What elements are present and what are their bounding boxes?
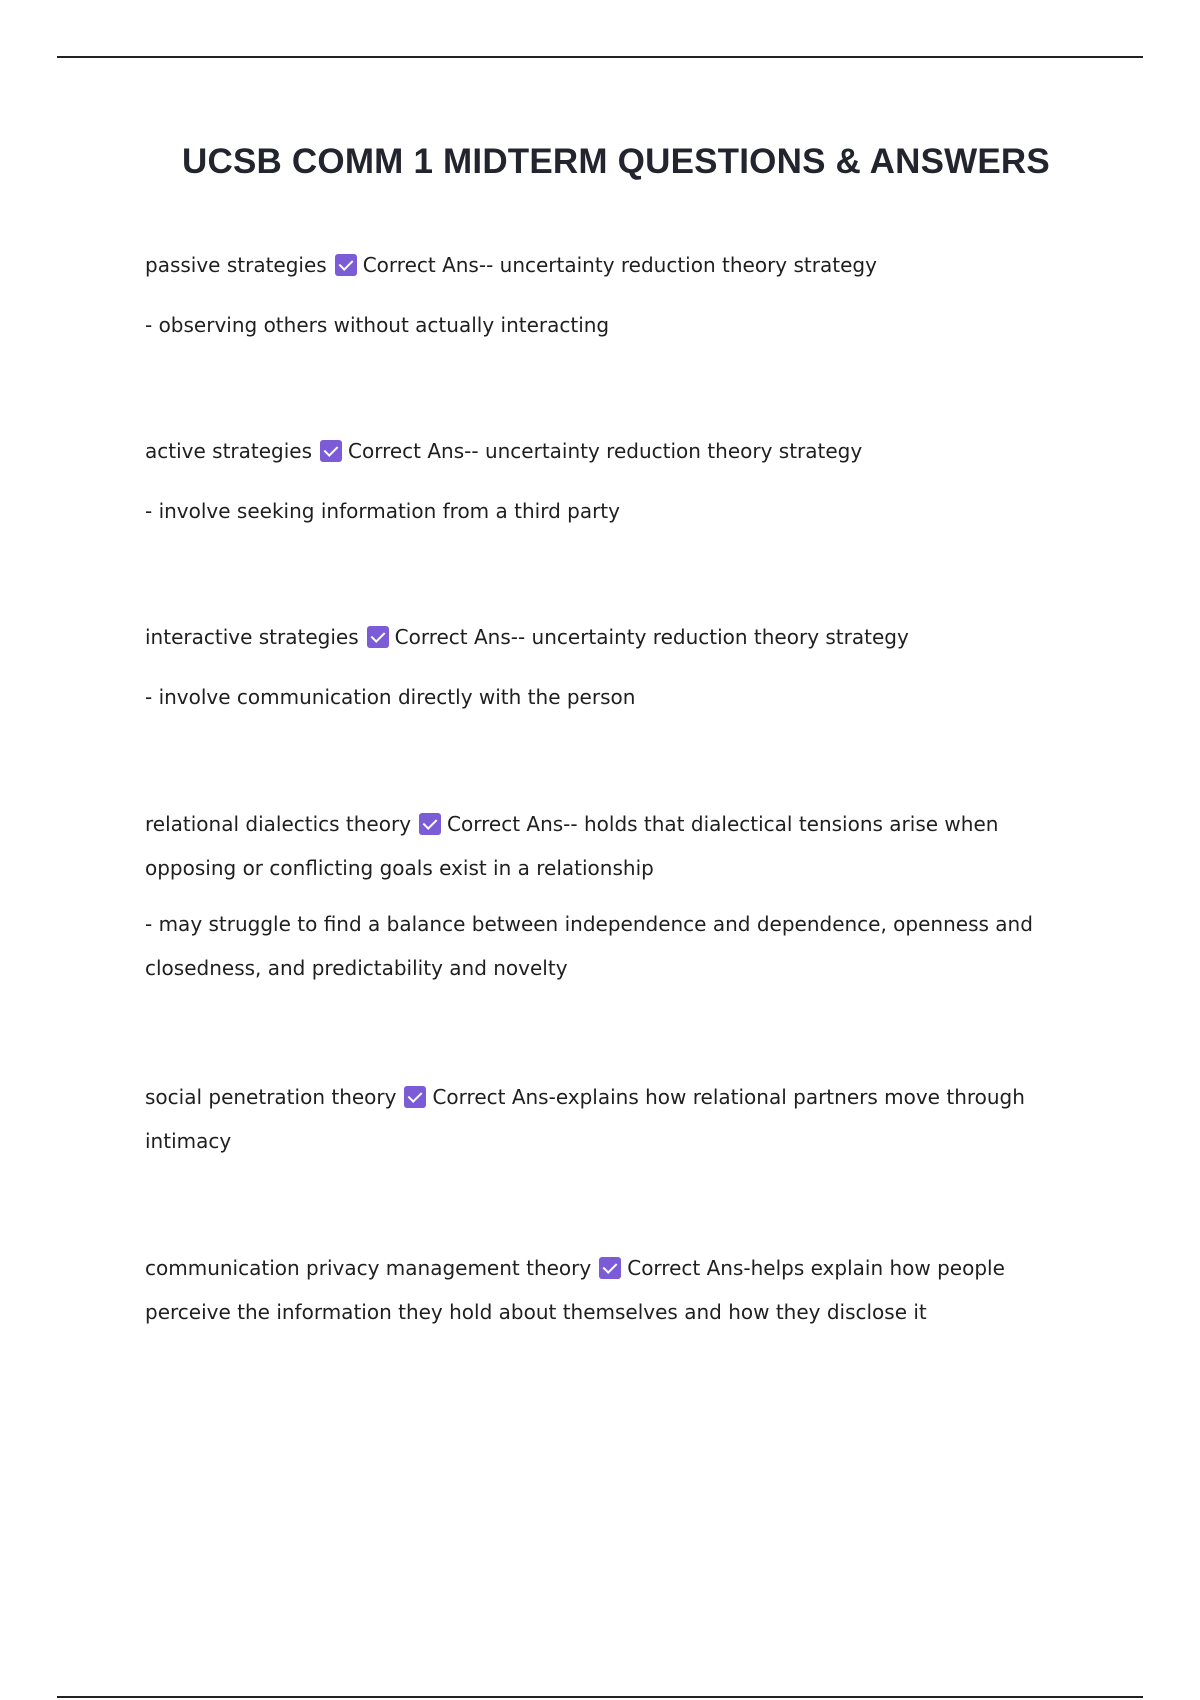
qa-term: passive strategies (145, 253, 327, 277)
header-rule (57, 56, 1143, 58)
qa-detail: - involve seeking information from a third party (145, 499, 620, 523)
qa-answer: Correct Ans-- uncertainty reduction theory strategy (394, 625, 909, 649)
qa-question-line (145, 802, 1095, 890)
qa-answer: Correct Ans-helps explain how people perceive the information they hold about themselves and how they disclose it (145, 1256, 1005, 1324)
document-title: UCSB COMM 1 MIDTERM QUESTIONS & ANSWERS (182, 142, 1050, 181)
qa-term: interactive strategies (145, 625, 359, 649)
qa-detail: - involve communication directly with the person (145, 685, 636, 709)
qa-entry (145, 802, 1095, 990)
qa-entry (145, 429, 1095, 533)
qa-answer: Correct Ans-explains how relational partners move through intimacy (145, 1085, 1025, 1153)
qa-detail: - may struggle to find a balance between independence and dependence, openness and closedness, and predictability and novelty (145, 912, 1033, 980)
qa-answer: Correct Ans-- uncertainty reduction theory strategy (348, 439, 863, 463)
check-box-icon (404, 1086, 426, 1108)
qa-entry (145, 1246, 1095, 1334)
qa-entry (145, 243, 1095, 347)
qa-entry (145, 615, 1095, 719)
qa-term: relational dialectics theory (145, 812, 412, 836)
qa-question-line (145, 1075, 1095, 1163)
check-box-icon (599, 1257, 621, 1279)
qa-term: active strategies (145, 439, 313, 463)
qa-answer: Correct Ans-- uncertainty reduction theory strategy (362, 253, 877, 277)
qa-term: social penetration theory (145, 1085, 397, 1109)
qa-entry (145, 1075, 1095, 1163)
check-box-icon (320, 440, 342, 462)
qa-question-line (145, 243, 1095, 287)
qa-question-line (145, 1246, 1095, 1334)
qa-question-line (145, 615, 1095, 659)
check-box-icon (367, 626, 389, 648)
check-box-icon (419, 813, 441, 835)
qa-term: communication privacy management theory (145, 1256, 592, 1280)
qa-answer: Correct Ans-- holds that dialectical tensions arise when opposing or conflicting goals exist in a relationship (145, 812, 999, 880)
qa-detail: - observing others without actually interacting (145, 313, 610, 337)
footer-rule (57, 1696, 1143, 1698)
qa-question-line (145, 429, 1095, 473)
check-box-icon (335, 254, 357, 276)
